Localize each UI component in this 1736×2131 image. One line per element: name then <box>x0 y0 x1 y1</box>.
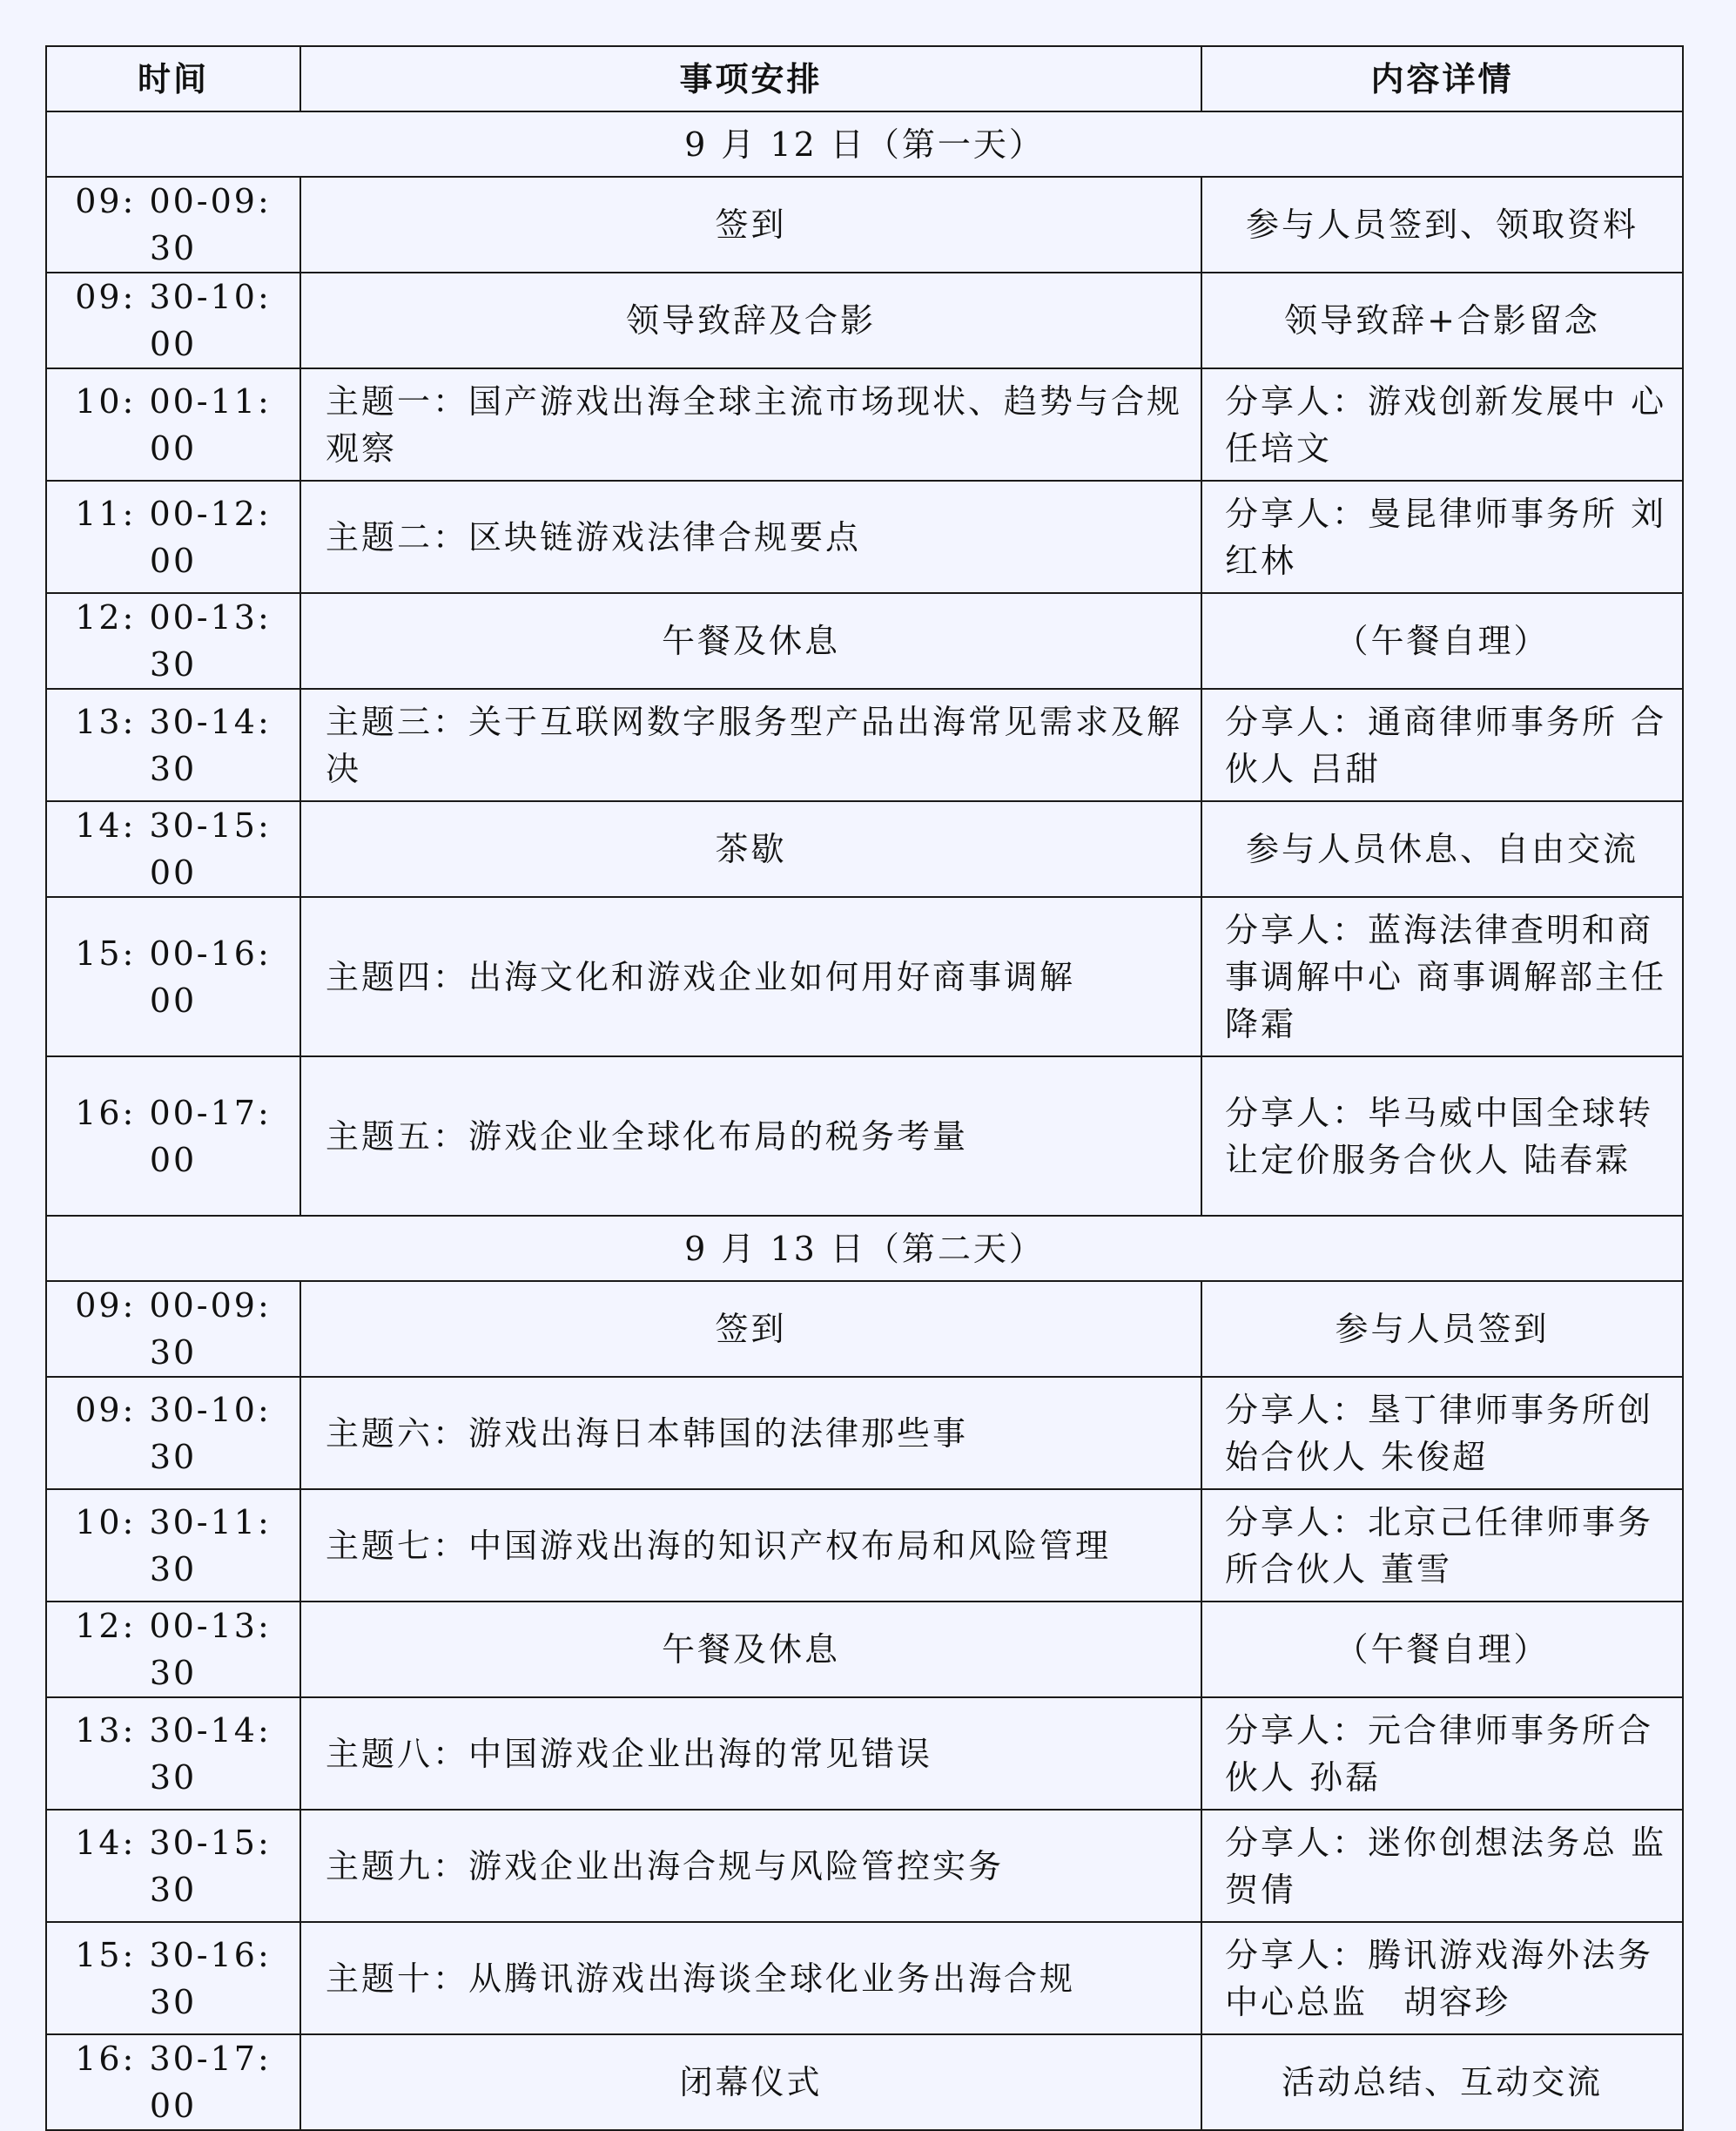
row-event: 主题十：从腾讯游戏出海谈全球化业务出海合规 <box>300 1922 1201 2034</box>
row-event: 主题七：中国游戏出海的知识产权布局和风险管理 <box>300 1489 1201 1602</box>
table-row <box>46 801 1683 897</box>
row-time: 15: 00-16: 00 <box>46 897 300 1056</box>
row-event: 主题三：关于互联网数字服务型产品出海常见需求及解决 <box>300 689 1201 801</box>
row-time: 12: 00-13: 30 <box>46 593 300 689</box>
row-event: 主题一：国产游戏出海全球主流市场现状、趋势与合规观察 <box>300 368 1201 481</box>
row-event: 签到 <box>300 177 1201 273</box>
row-time: 14: 30-15: 00 <box>46 801 300 897</box>
row-time: 09: 30-10: 30 <box>46 1377 300 1489</box>
table-row <box>46 689 1683 801</box>
row-time: 09: 00-09: 30 <box>46 177 300 273</box>
row-time: 09: 00-09: 30 <box>46 1281 300 1377</box>
row-time: 14: 30-15: 30 <box>46 1810 300 1922</box>
row-event: 主题四：出海文化和游戏企业如何用好商事调解 <box>300 897 1201 1056</box>
row-time: 13: 30-14: 30 <box>46 689 300 801</box>
table-row <box>46 273 1683 368</box>
row-time: 16: 30-17: 00 <box>46 2034 300 2130</box>
row-detail: （午餐自理） <box>1201 593 1683 689</box>
table-row <box>46 1922 1683 2034</box>
row-event: 午餐及休息 <box>300 593 1201 689</box>
table-row <box>46 1056 1683 1216</box>
row-detail: （午餐自理） <box>1201 1602 1683 1697</box>
table-row <box>46 1810 1683 1922</box>
row-detail: 分享人：曼昆律师事务所 刘红林 <box>1201 481 1683 593</box>
row-event: 午餐及休息 <box>300 1602 1201 1697</box>
table-row <box>46 1697 1683 1810</box>
row-event: 闭幕仪式 <box>300 2034 1201 2130</box>
row-time: 10: 00-11: 00 <box>46 368 300 481</box>
row-event: 签到 <box>300 1281 1201 1377</box>
row-detail: 分享人：腾讯游戏海外法务中心总监 胡容珍 <box>1201 1922 1683 2034</box>
table-row <box>46 1377 1683 1489</box>
row-time: 15: 30-16: 30 <box>46 1922 300 2034</box>
header-row <box>46 46 1683 111</box>
row-time: 12: 00-13: 30 <box>46 1602 300 1697</box>
row-event: 主题八：中国游戏企业出海的常见错误 <box>300 1697 1201 1810</box>
row-event: 主题二：区块链游戏法律合规要点 <box>300 481 1201 593</box>
row-time: 10: 30-11: 30 <box>46 1489 300 1602</box>
table-row <box>46 1489 1683 1602</box>
row-detail: 活动总结、互动交流 <box>1201 2034 1683 2130</box>
header-detail: 内容详情 <box>1201 46 1683 111</box>
row-time: 11: 00-12: 00 <box>46 481 300 593</box>
row-detail: 分享人：毕马威中国全球转让定价服务合伙人 陆春霖 <box>1201 1056 1683 1216</box>
header-time: 时间 <box>46 46 300 111</box>
row-event: 主题五：游戏企业全球化布局的税务考量 <box>300 1056 1201 1216</box>
table-row <box>46 897 1683 1056</box>
day-label: 9 月 13 日（第二天） <box>46 1216 1683 1281</box>
table-row <box>46 1281 1683 1377</box>
row-detail: 分享人：垦丁律师事务所创始合伙人 朱俊超 <box>1201 1377 1683 1489</box>
table-row <box>46 368 1683 481</box>
row-event: 主题六：游戏出海日本韩国的法律那些事 <box>300 1377 1201 1489</box>
day-row <box>46 111 1683 177</box>
header-event: 事项安排 <box>300 46 1201 111</box>
day-row <box>46 1216 1683 1281</box>
row-time: 16: 00-17: 00 <box>46 1056 300 1216</box>
row-detail: 领导致辞+合影留念 <box>1201 273 1683 368</box>
row-event: 茶歇 <box>300 801 1201 897</box>
row-detail: 分享人：元合律师事务所合伙人 孙磊 <box>1201 1697 1683 1810</box>
row-detail: 分享人：通商律师事务所 合伙人 吕甜 <box>1201 689 1683 801</box>
table-row <box>46 177 1683 273</box>
row-detail: 参与人员休息、自由交流 <box>1201 801 1683 897</box>
row-detail: 分享人：蓝海法律查明和商事调解中心 商事调解部主任 降霜 <box>1201 897 1683 1056</box>
row-time: 13: 30-14: 30 <box>46 1697 300 1810</box>
table-row <box>46 1602 1683 1697</box>
table-row <box>46 481 1683 593</box>
day-label: 9 月 12 日（第一天） <box>46 111 1683 177</box>
table-row <box>46 2034 1683 2130</box>
schedule-table <box>45 45 1703 2131</box>
row-detail: 参与人员签到 <box>1201 1281 1683 1377</box>
row-detail: 分享人：游戏创新发展中 心 任培文 <box>1201 368 1683 481</box>
row-event: 领导致辞及合影 <box>300 273 1201 368</box>
row-detail: 分享人：迷你创想法务总 监贺倩 <box>1201 1810 1683 1922</box>
row-time: 09: 30-10: 00 <box>46 273 300 368</box>
row-detail: 参与人员签到、领取资料 <box>1201 177 1683 273</box>
row-event: 主题九：游戏企业出海合规与风险管控实务 <box>300 1810 1201 1922</box>
row-detail: 分享人：北京己任律师事务所合伙人 董雪 <box>1201 1489 1683 1602</box>
table-row <box>46 593 1683 689</box>
